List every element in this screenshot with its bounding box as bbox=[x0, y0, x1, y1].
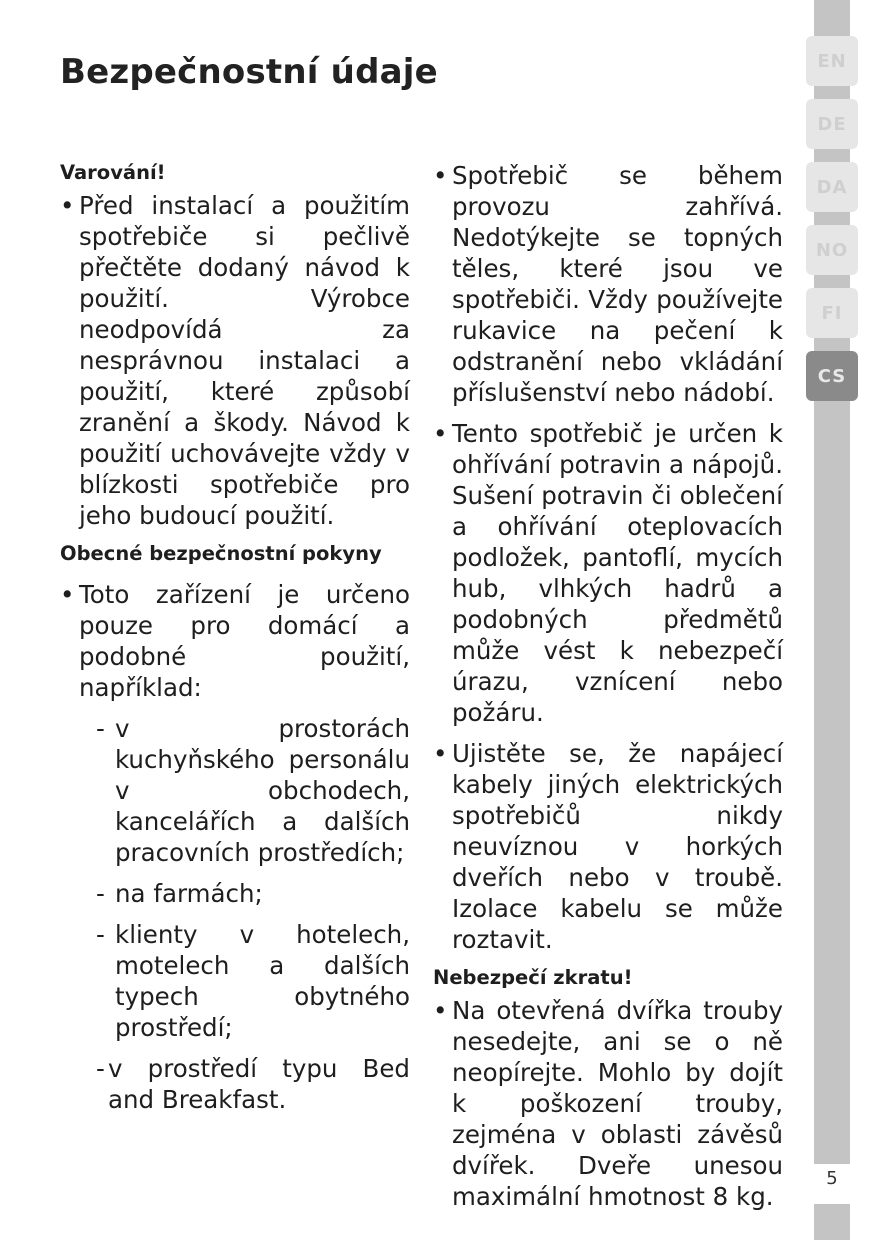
warning-text: Před instalací a použitím spotřebiče si pečlivě přečtěte dodaný návod k použití. Výrobce neodpovídá za nesprávnou instalaci a použití, které způsobí zranění a škody. Návod k použití uchovávejte vždy v blízkosti spotřebiče pro jeho budoucí použití. bbox=[79, 191, 410, 530]
right-column bbox=[433, 160, 783, 1222]
cables-text: Ujistěte se, že napájecí kabely jiných elektrických spotřebičů nikdy neuvíznou v horkých dveřích nebo v troubě. Izolace kabelu se může roztavit. bbox=[452, 739, 783, 954]
left-column bbox=[60, 160, 410, 1125]
dash-icon: - bbox=[96, 920, 105, 949]
dash-icon: - bbox=[96, 879, 105, 908]
bullet-icon: • bbox=[433, 996, 448, 1025]
tab-de[interactable]: DE bbox=[806, 99, 858, 149]
dash-icon: - bbox=[96, 714, 105, 743]
heat-text: Spotřebič se během provozu zahřívá. Nedotýkejte se topných těles, které jsou ve spotřebiči. Vždy používejte rukavice na pečení k odstranění nebo vkládání příslušenství nebo nádobí. bbox=[452, 161, 783, 407]
bullet-icon: • bbox=[60, 191, 75, 220]
sub-item-text: v prostředí typu Bed and Breakfast. bbox=[108, 1054, 410, 1114]
page-title: Bezpečnostní údaje bbox=[60, 52, 438, 92]
purpose-text: Tento spotřebič je určen k ohřívání potravin a nápojů. Sušení potravin či oblečení a ohřívání oteplovacích podložek, pantoflí, mycích hub, vlhkých hadrů a podobných předmětů může vést k nebezpečí úrazu, vznícení nebo požáru. bbox=[452, 419, 783, 727]
tab-en[interactable]: EN bbox=[806, 36, 858, 86]
tab-da[interactable]: DA bbox=[806, 162, 858, 212]
sub-item-text: na farmách; bbox=[115, 879, 263, 908]
sub-item bbox=[60, 713, 410, 868]
general-bullet bbox=[60, 579, 410, 703]
bullet-icon: • bbox=[433, 161, 448, 190]
general-safety-heading: Obecné bezpečnostní pokyny bbox=[60, 542, 382, 565]
page-number: 5 bbox=[826, 1168, 838, 1189]
sub-item-text: v prostorách kuchyňského personálu v obchodech, kancelářích a dalších pracovních prostředích; bbox=[115, 714, 410, 867]
warning-heading: Varování! bbox=[60, 161, 166, 184]
tab-no[interactable]: NO bbox=[806, 225, 858, 275]
general-text: Toto zařízení je určeno pouze pro domácí a podobné použití, například: bbox=[79, 580, 410, 702]
sidebar-footer-strip bbox=[814, 1204, 850, 1240]
purpose-bullet bbox=[433, 418, 783, 728]
door-text: Na otevřená dvířka trouby nesedejte, ani se o ně neopírejte. Mohlo by dojít k poškození trouby, zejména v oblasti závěsů dvířek. Dveře unesou maximální hmotnost 8 kg. bbox=[452, 996, 783, 1211]
bullet-icon: • bbox=[433, 739, 448, 768]
cables-bullet bbox=[433, 738, 783, 955]
heat-bullet bbox=[433, 160, 783, 408]
dash-icon: - bbox=[96, 1054, 105, 1083]
sub-item-text: klienty v hotelech, motelech a dalších typech obytného prostředí; bbox=[115, 920, 410, 1042]
sub-item bbox=[60, 1053, 410, 1115]
short-circuit-heading: Nebezpečí zkratu! bbox=[433, 966, 633, 989]
sub-item bbox=[60, 878, 410, 909]
bullet-icon: • bbox=[60, 580, 75, 609]
door-bullet bbox=[433, 995, 783, 1212]
sub-item bbox=[60, 919, 410, 1043]
tab-fi[interactable]: FI bbox=[806, 288, 858, 338]
tab-cs[interactable]: CS bbox=[806, 351, 858, 401]
bullet-icon: • bbox=[433, 419, 448, 448]
warning-bullet bbox=[60, 190, 410, 531]
